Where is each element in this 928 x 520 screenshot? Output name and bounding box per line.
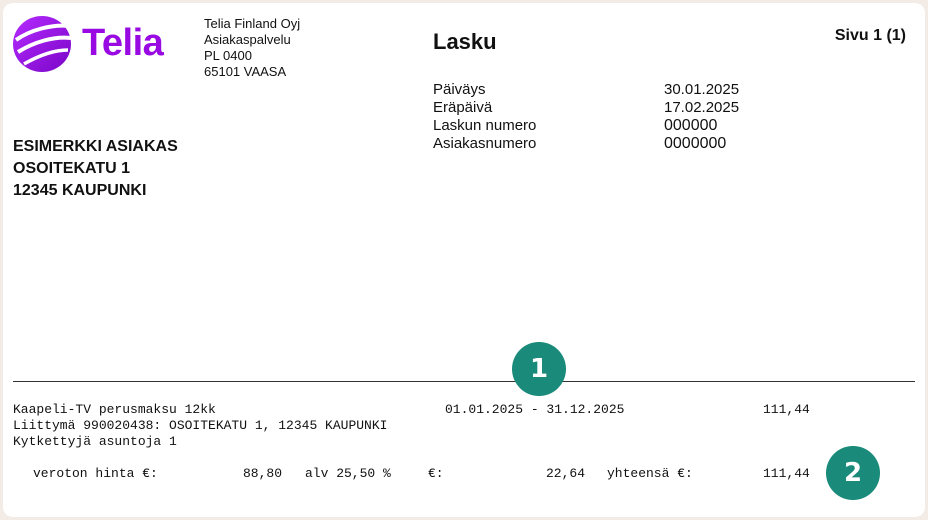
total-label: yhteensä €: — [607, 466, 693, 481]
invoice-info-values — [664, 81, 739, 153]
line-item-description: Kaapeli-TV perusmaksu 12kk — [13, 402, 216, 417]
sender-address — [204, 16, 300, 80]
document-title: Lasku — [433, 29, 497, 54]
vat-value: 22,64 — [546, 466, 586, 481]
due-date-label: Eräpäivä — [433, 99, 493, 116]
recipient-address — [13, 136, 178, 202]
vat-label: alv 25,50 % — [305, 466, 391, 481]
sender-company: Telia Finland Oyj — [204, 16, 301, 31]
customer-number-label: Asiakasnumero — [433, 135, 537, 152]
net-price-label: veroton hinta €: — [33, 466, 158, 481]
sender-department: Asiakaspalvelu — [204, 32, 291, 47]
telia-wordmark: Telia — [82, 22, 164, 64]
recipient-city: 12345 KAUPUNKI — [13, 182, 147, 199]
recipient-name: ESIMERKKI ASIAKAS — [13, 138, 178, 155]
date-value: 30.01.2025 — [664, 81, 740, 98]
line-item-connection: Liittymä 990020438: OSOITEKATU 1, 12345 KAUPUNKI — [13, 418, 388, 433]
callout-badge-2: 2 — [826, 446, 880, 500]
due-date-value: 17.02.2025 — [664, 99, 740, 116]
sender-postal: 65101 VAASA — [204, 64, 287, 79]
total-value: 111,44 — [763, 466, 810, 481]
customer-number-value: 0000000 — [664, 135, 727, 152]
sender-po-box: PL 0400 — [204, 48, 252, 63]
page-number: Sivu 1 (1) — [834, 27, 906, 44]
date-label: Päiväys — [433, 81, 486, 98]
invoice-info-labels — [433, 81, 536, 153]
line-item-connected-units: Kytkettyjä asuntoja 1 — [13, 434, 177, 449]
invoice-number-value: 000000 — [664, 117, 718, 134]
callout-badge-1: 1 — [512, 342, 566, 396]
net-price-value: 88,80 — [243, 466, 283, 481]
section-divider — [13, 381, 915, 382]
vat-euro-label: €: — [428, 466, 444, 481]
recipient-street: OSOITEKATU 1 — [13, 160, 131, 177]
line-item-period: 01.01.2025 - 31.12.2025 — [445, 402, 625, 417]
invoice-number-label: Laskun numero — [433, 117, 537, 134]
line-item-amount: 111,44 — [763, 402, 810, 417]
